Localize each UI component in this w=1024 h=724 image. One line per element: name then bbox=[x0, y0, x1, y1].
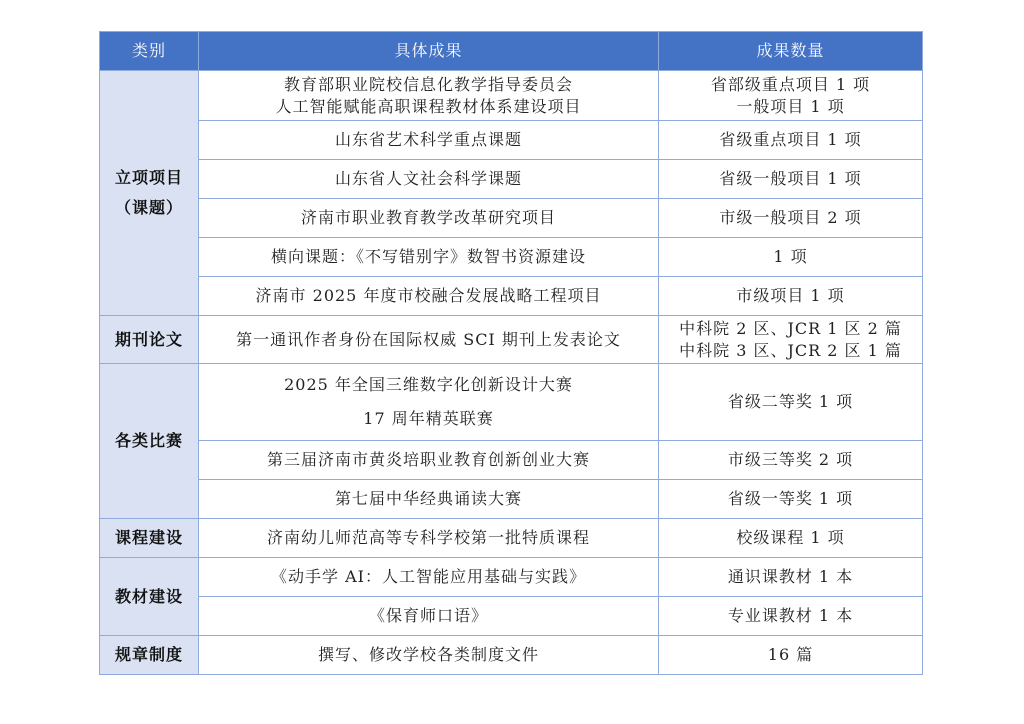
table-row bbox=[100, 71, 923, 121]
table-row bbox=[100, 364, 923, 441]
achievements-table bbox=[99, 31, 923, 675]
result-cell: 山东省艺术科学重点课题 bbox=[199, 121, 659, 160]
table-row bbox=[100, 519, 923, 558]
category-cell-textbooks: 教材建设 bbox=[100, 558, 199, 636]
header-result: 具体成果 bbox=[199, 32, 659, 71]
table-row bbox=[100, 636, 923, 675]
table-row bbox=[100, 121, 923, 160]
category-cell-competitions: 各类比赛 bbox=[100, 364, 199, 519]
count-cell: 通识课教材 1 本 bbox=[659, 558, 923, 597]
category-cell-courses: 课程建设 bbox=[100, 519, 199, 558]
count-text: 省部级重点项目 1 项 bbox=[710, 74, 871, 94]
table-row bbox=[100, 316, 923, 364]
category-cell-projects bbox=[100, 71, 199, 316]
count-cell: 省级一等奖 1 项 bbox=[659, 480, 923, 519]
count-text: 中科院 3 区、JCR 2 区 1 篇 bbox=[679, 340, 902, 360]
result-cell: 《动手学 AI：人工智能应用基础与实践》 bbox=[199, 558, 659, 597]
count-cell: 校级课程 1 项 bbox=[659, 519, 923, 558]
result-cell bbox=[199, 364, 659, 441]
header-category: 类别 bbox=[100, 32, 199, 71]
count-text: 一般项目 1 项 bbox=[736, 96, 845, 116]
result-text: 2025 年全国三维数字化创新设计大赛 bbox=[284, 375, 573, 394]
result-cell: 济南市 2025 年度市校融合发展战略工程项目 bbox=[199, 277, 659, 316]
count-cell: 市级三等奖 2 项 bbox=[659, 441, 923, 480]
count-cell: 省级一般项目 1 项 bbox=[659, 160, 923, 199]
result-cell: 第一通讯作者身份在国际权威 SCI 期刊上发表论文 bbox=[199, 316, 659, 364]
result-cell bbox=[199, 71, 659, 121]
header-count: 成果数量 bbox=[659, 32, 923, 71]
result-text: 教育部职业院校信息化教学指导委员会 bbox=[283, 74, 573, 94]
result-cell: 济南市职业教育教学改革研究项目 bbox=[199, 199, 659, 238]
result-cell: 济南幼儿师范高等专科学校第一批特质课程 bbox=[199, 519, 659, 558]
result-text: 17 周年精英联赛 bbox=[363, 409, 494, 428]
category-cell-regulations: 规章制度 bbox=[100, 636, 199, 675]
result-cell: 横向课题：《不写错别字》数智书资源建设 bbox=[199, 238, 659, 277]
result-cell: 撰写、修改学校各类制度文件 bbox=[199, 636, 659, 675]
count-cell: 市级项目 1 项 bbox=[659, 277, 923, 316]
count-cell bbox=[659, 316, 923, 364]
table-row bbox=[100, 199, 923, 238]
table-row bbox=[100, 558, 923, 597]
table-row bbox=[100, 160, 923, 199]
result-cell: 第三届济南市黄炎培职业教育创新创业大赛 bbox=[199, 441, 659, 480]
category-label-line: 立项项目 bbox=[114, 168, 183, 187]
result-cell: 第七届中华经典诵读大赛 bbox=[199, 480, 659, 519]
table-row bbox=[100, 597, 923, 636]
table-row bbox=[100, 277, 923, 316]
count-cell: 16 篇 bbox=[659, 636, 923, 675]
header-row bbox=[100, 32, 923, 71]
count-cell: 专业课教材 1 本 bbox=[659, 597, 923, 636]
count-cell: 市级一般项目 2 项 bbox=[659, 199, 923, 238]
count-cell bbox=[659, 71, 923, 121]
count-cell: 省级二等奖 1 项 bbox=[659, 364, 923, 441]
category-label-line: （课题） bbox=[114, 198, 183, 217]
category-cell-journal: 期刊论文 bbox=[100, 316, 199, 364]
table-row bbox=[100, 238, 923, 277]
result-cell: 《保育师口语》 bbox=[199, 597, 659, 636]
result-text: 人工智能赋能高职课程教材体系建设项目 bbox=[275, 96, 582, 116]
count-text: 中科院 2 区、JCR 1 区 2 篇 bbox=[679, 318, 902, 338]
table-row bbox=[100, 441, 923, 480]
count-cell: 省级重点项目 1 项 bbox=[659, 121, 923, 160]
count-cell: 1 项 bbox=[659, 238, 923, 277]
result-cell: 山东省人文社会科学课题 bbox=[199, 160, 659, 199]
table-row bbox=[100, 480, 923, 519]
